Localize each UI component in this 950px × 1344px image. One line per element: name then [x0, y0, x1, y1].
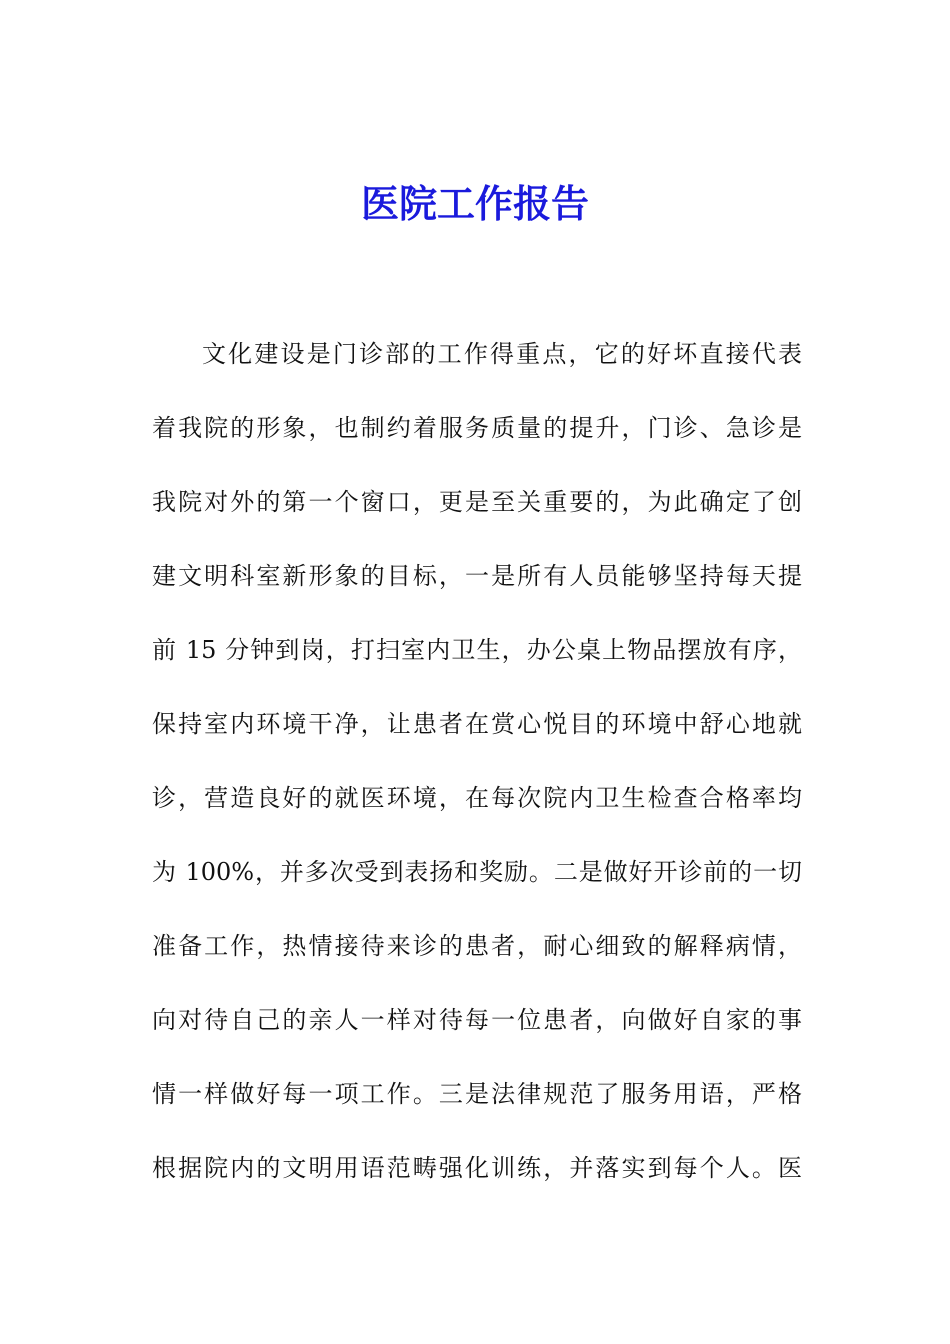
paragraph-line: 我院对外的第一个窗口，更是至关重要的，为此确定了创	[152, 488, 802, 516]
paragraph-line: 向对待自己的亲人一样对待每一位患者，向做好自家的事	[152, 1006, 802, 1034]
document-title: 医院工作报告	[360, 181, 589, 226]
paragraph-line: 为 100%，并多次受到表扬和奖励。二是做好开诊前的一切	[152, 858, 802, 886]
paragraph-line: 保持室内环境干净，让患者在赏心悦目的环境中舒心地就	[152, 710, 802, 738]
paragraph-line: 着我院的形象，也制约着服务质量的提升，门诊、急诊是	[152, 414, 802, 442]
paragraph-line: 文化建设是门诊部的工作得重点，它的好坏直接代表	[202, 340, 802, 368]
paragraph-line: 前 15 分钟到岗，打扫室内卫生，办公桌上物品摆放有序，	[152, 636, 802, 664]
paragraph-line: 准备工作，热情接待来诊的患者，耐心细致的解释病情，	[152, 932, 802, 960]
paragraph-line: 根据院内的文明用语范畴强化训练，并落实到每个人。医	[152, 1154, 802, 1182]
paragraph-line: 建文明科室新形象的目标，一是所有人员能够坚持每天提	[152, 562, 802, 590]
paragraph-line: 情一样做好每一项工作。三是法律规范了服务用语，严格	[152, 1080, 802, 1108]
paragraph-line: 诊，营造良好的就医环境，在每次院内卫生检查合格率均	[152, 784, 802, 812]
